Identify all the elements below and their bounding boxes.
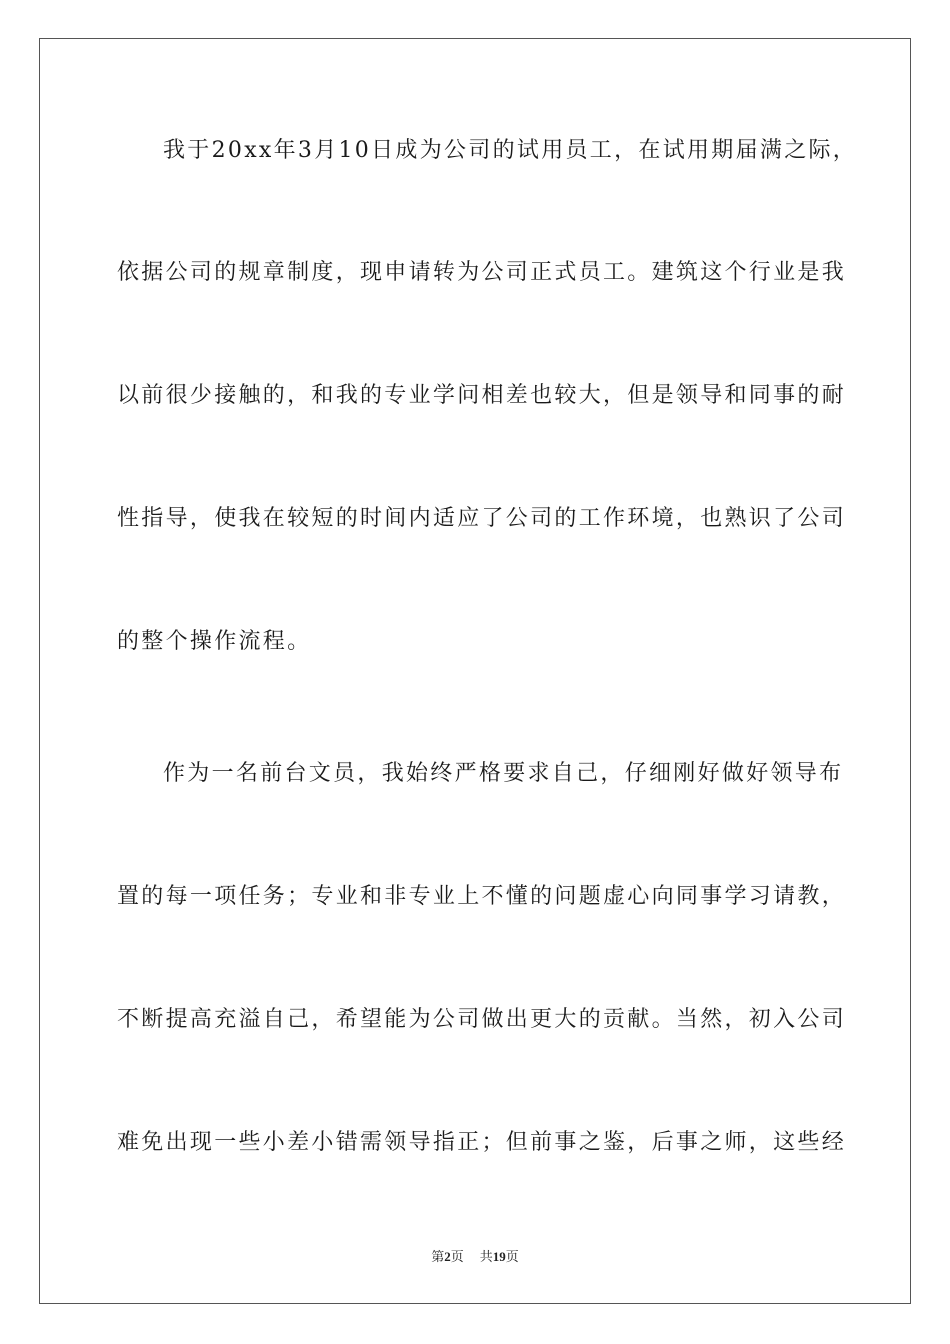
page-border	[39, 38, 911, 1304]
paragraph-2-line-1: 作为一名前台文员，我始终严格要求自己，仔细刚好做好领导布	[163, 761, 844, 786]
paragraph-2-line-3: 不断提高充溢自己，希望能为公司做出更大的贡献。当然，初入公司	[117, 1007, 847, 1032]
paragraph-1-line-1: 我于20xx年3月10日成为公司的试用员工，在试用期届满之际，	[163, 138, 858, 163]
total-prefix: 共	[479, 1249, 493, 1264]
page-total: 19	[492, 1249, 506, 1264]
page-footer	[0, 1248, 950, 1266]
paragraph-2-line-4: 难免出现一些小差小错需领导指正；但前事之鉴，后事之师，这些经	[117, 1130, 847, 1155]
page-current: 2	[444, 1249, 451, 1264]
paragraph-1-line-4: 性指导，使我在较短的时间内适应了公司的工作环境，也熟识了公司	[117, 506, 847, 531]
paragraph-1-line-3: 以前很少接触的，和我的专业学问相差也较大，但是领导和同事的耐	[117, 383, 847, 408]
paragraph-1-line-5: 的整个操作流程。	[117, 629, 312, 654]
paragraph-1-line-2: 依据公司的规章制度，现申请转为公司正式员工。建筑这个行业是我	[117, 260, 847, 285]
page-unit: 页	[450, 1249, 464, 1264]
page-prefix: 第	[431, 1249, 445, 1264]
paragraph-2-line-2: 置的每一项任务；专业和非专业上不懂的问题虚心向同事学习请教，	[117, 884, 847, 909]
total-unit: 页	[505, 1249, 519, 1264]
